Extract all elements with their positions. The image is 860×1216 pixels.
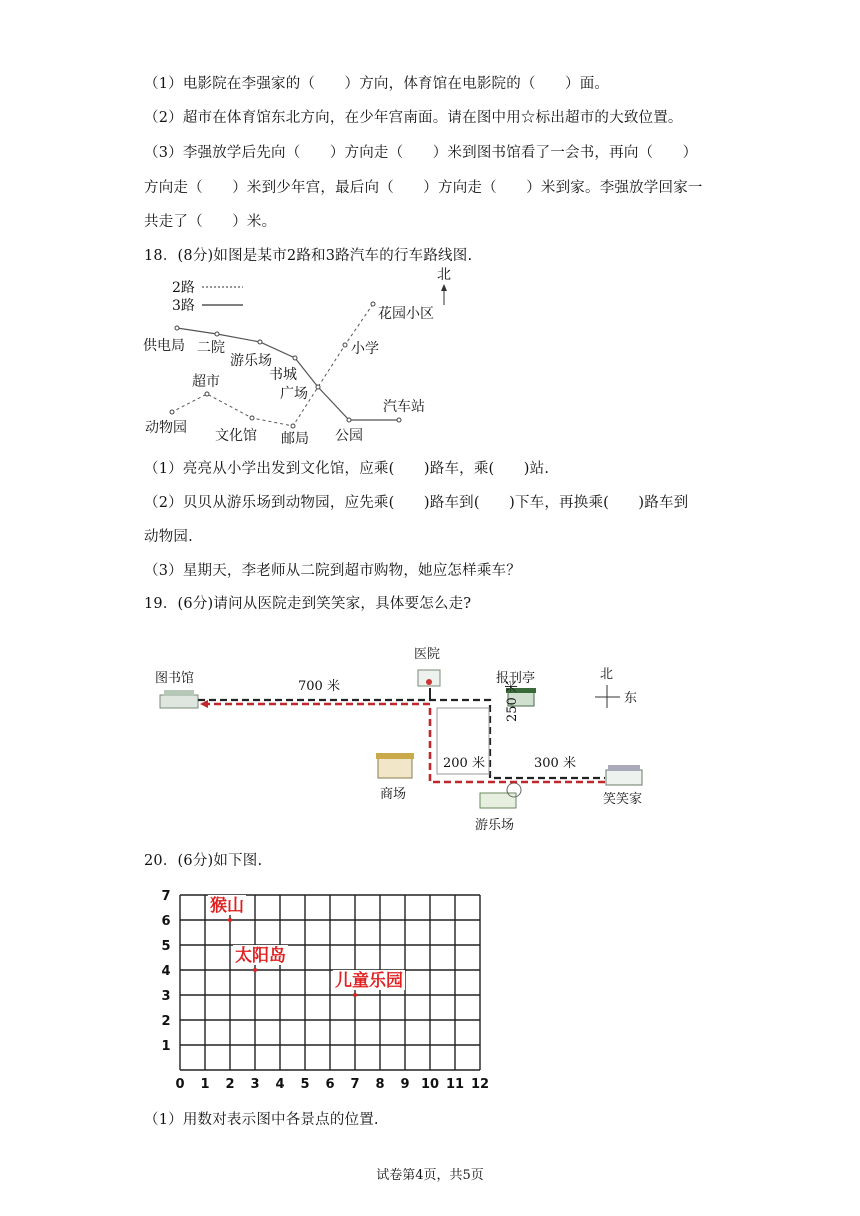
spot-marker xyxy=(353,993,357,997)
q20-title: 20．(6分)如下图. xyxy=(144,853,263,869)
label-hospital: 医院 xyxy=(414,647,441,662)
x-tick-label: 12 xyxy=(470,1077,490,1092)
label-mall: 商场 xyxy=(380,787,407,802)
q18-part3: （3）星期天，李老师从二院到超市购物，她应怎样乘车？ xyxy=(144,563,521,579)
distance-200: 200 米 xyxy=(443,756,485,771)
spot-label: 猴山 xyxy=(210,896,244,916)
stop-dot-gongyuan xyxy=(347,418,351,422)
stop-dot-chaoshi xyxy=(205,392,209,396)
x-tick-label: 3 xyxy=(250,1077,260,1092)
y-tick-label: 1 xyxy=(161,1039,171,1054)
q17-part3-line3: 共走了（ ）米。 xyxy=(144,214,277,230)
distance-250: 250 米 xyxy=(505,680,520,722)
stop-dot-youju xyxy=(291,424,295,428)
x-tick-label: 0 xyxy=(175,1077,185,1092)
stop-gongdianju: 供电局 xyxy=(143,338,185,354)
x-tick-label: 9 xyxy=(400,1077,410,1092)
stop-dot-xiaoxue xyxy=(343,343,347,347)
stop-eryuan: 二院 xyxy=(197,340,225,356)
y-tick-label: 7 xyxy=(161,889,171,904)
spot-marker xyxy=(253,968,257,972)
page-footer: 试卷第4页，共5页 xyxy=(376,1168,484,1183)
q18-part2-line1: （2）贝贝从游乐场到动物园，应先乘( )路车到( )下车，再换乘( )路车到 xyxy=(144,495,689,511)
mall-icon xyxy=(376,753,414,778)
stop-shucheng: 书城 xyxy=(269,367,297,383)
library-icon xyxy=(160,690,198,708)
distance-300: 300 米 xyxy=(534,756,576,771)
x-tick-label: 1 xyxy=(200,1077,210,1092)
q18-part1: （1）亮亮从小学出发到文化馆，应乘( )路车，乘( )站. xyxy=(144,461,550,477)
amusement-park-icon xyxy=(480,783,521,808)
legend-route3-label: 3路 xyxy=(172,298,195,314)
q17-part1: （1）电影院在李强家的（ ）方向，体育馆在电影院的（ ）面。 xyxy=(144,76,610,92)
stop-xiaoxue: 小学 xyxy=(351,341,379,357)
stop-dot-youlechang xyxy=(258,340,262,344)
spot-label: 太阳岛 xyxy=(235,946,286,966)
hospital-icon xyxy=(418,670,440,686)
stop-dot-wenhuaguan xyxy=(250,416,254,420)
label-home: 笑笑家 xyxy=(603,792,643,807)
spot-label: 儿童乐园 xyxy=(335,971,403,991)
stop-gongyuan: 公园 xyxy=(335,428,363,444)
stop-dot-eryuan xyxy=(215,332,219,336)
stop-huayuan: 花园小区 xyxy=(378,306,434,322)
x-tick-label: 11 xyxy=(445,1077,465,1092)
y-tick-label: 4 xyxy=(161,964,171,979)
q19-title: 19．(6分)请问从医院走到笑笑家，具体要怎么走? xyxy=(144,596,472,612)
stop-qichezhan: 汽车站 xyxy=(383,399,425,415)
stop-dot-guangchang xyxy=(316,385,320,389)
x-tick-label: 6 xyxy=(325,1077,335,1092)
stop-wenhuaguan: 文化馆 xyxy=(215,428,257,444)
stop-dot-dongwuyuan xyxy=(170,410,174,414)
q17-part2: （2）超市在体育馆东北方向，在少年宫南面。请在图中用☆标出超市的大致位置。 xyxy=(144,110,683,126)
x-tick-label: 8 xyxy=(375,1077,385,1092)
q20-part1: （1）用数对表示图中各景点的位置. xyxy=(144,1112,379,1128)
y-tick-label: 5 xyxy=(161,939,171,954)
stop-youju: 邮局 xyxy=(281,431,309,447)
home-icon xyxy=(606,765,642,785)
coordinate-grid xyxy=(145,882,500,1097)
stop-dongwuyuan: 动物园 xyxy=(145,420,187,436)
x-tick-label: 2 xyxy=(225,1077,235,1092)
q17-part3-line2: 方向走（ ）米到少年宫，最后向（ ）方向走（ ）米到家。李强放学回家一 xyxy=(144,180,703,196)
label-kiosk: 报刊亭 xyxy=(496,671,536,686)
y-tick-label: 6 xyxy=(161,914,171,929)
route-map-q19 xyxy=(150,640,660,835)
label-park: 游乐场 xyxy=(475,818,515,833)
stop-dot-shucheng xyxy=(293,356,297,360)
compass-north: 北 xyxy=(600,667,614,682)
q18-title: 18．(8分)如图是某市2路和3路汽车的行车路线图. xyxy=(144,248,473,264)
x-tick-label: 10 xyxy=(420,1077,440,1092)
label-library: 图书馆 xyxy=(155,671,195,686)
x-tick-label: 4 xyxy=(275,1077,285,1092)
stop-dot-qichezhan xyxy=(397,418,401,422)
y-tick-label: 3 xyxy=(161,989,171,1004)
stop-guangchang: 广场 xyxy=(280,386,308,402)
q18-part2-line2: 动物园. xyxy=(144,529,193,545)
stop-youlechang: 游乐场 xyxy=(230,353,272,369)
q17-part3-line1: （3）李强放学后先向（ ）方向走（ ）米到图书馆看了一会书，再向（ ） xyxy=(144,145,698,161)
route2-line xyxy=(172,304,373,426)
bus-route-map xyxy=(140,262,460,452)
stop-chaoshi: 超市 xyxy=(192,374,220,390)
stop-dot-huayuan xyxy=(371,302,375,306)
stop-dot-gongdianju xyxy=(175,326,179,330)
distance-700: 700 米 xyxy=(298,679,340,694)
north-label: 北 xyxy=(437,267,451,283)
x-tick-label: 7 xyxy=(350,1077,360,1092)
compass-east: 东 xyxy=(624,691,638,706)
x-tick-label: 5 xyxy=(300,1077,310,1092)
spot-marker xyxy=(228,918,232,922)
y-tick-label: 2 xyxy=(161,1014,171,1029)
legend-route2-label: 2路 xyxy=(172,280,195,296)
